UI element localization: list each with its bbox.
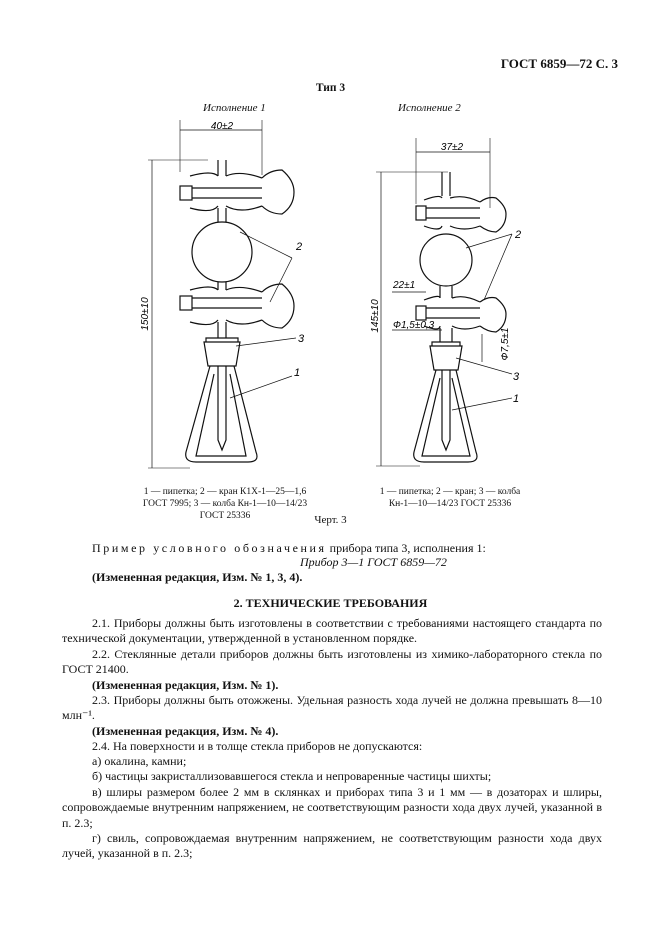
v1-caption-line-3: ГОСТ 25336 xyxy=(199,511,251,521)
amendment-1: (Измененная редакция, Изм. № 1). xyxy=(92,678,279,692)
v2-callout-2: 2 xyxy=(515,229,522,241)
v1-height-dim: 150±10 xyxy=(140,297,151,331)
v1-caption-line-2: ГОСТ 7995; 3 — колба Кн-1—10—14/23 xyxy=(142,499,308,509)
section-title: 2. ТЕХНИЧЕСКИЕ ТРЕБОВАНИЯ xyxy=(233,596,428,610)
para-2-4: 2.4. На поверхности и в толще стекла приборов не допускаются: xyxy=(92,739,423,753)
amendment-4: (Измененная редакция, Изм. № 4). xyxy=(92,724,279,738)
v1-callout-2: 2 xyxy=(296,241,303,253)
v1-width-dim: 40±2 xyxy=(210,121,234,132)
v2-caption-line-1: 1 — пипетка; 2 — кран; 3 — колба xyxy=(379,487,521,497)
example-amendment: (Измененная редакция, Изм. № 1, 3, 4). xyxy=(92,570,303,584)
item-a: а) окалина, камни; xyxy=(92,754,187,768)
v1-callout-1: 1 xyxy=(294,367,301,379)
variant2-title: Исполнение 2 xyxy=(398,102,461,114)
page-header: ГОСТ 6859—72 С. 3 xyxy=(500,56,618,71)
variant2-drawing xyxy=(362,130,542,475)
v2-height-dim: 145±10 xyxy=(370,299,381,333)
v1-caption-line-1: 1 — пипетка; 2 — кран К1Х-1—25—1,6 xyxy=(143,487,307,497)
variant1-drawing xyxy=(140,112,340,480)
para-2-2: 2.2. Стеклянные детали приборов должны быть изготовлены из химико-лабораторного стекла по ГОСТ 21400. xyxy=(62,647,602,677)
example-lead: Пример условного обозначения xyxy=(92,541,327,555)
figure-label: Черт. 3 xyxy=(314,514,347,526)
example-line xyxy=(92,541,486,556)
para-2-3: 2.3. Приборы должны быть отожжены. Удельная разность хода лучей не должна превышать 8—10 млн⁻¹. xyxy=(62,693,602,723)
example-rest: прибора типа 3, исполнения 1: xyxy=(326,541,486,555)
v2-dim-d15: Ф1,5±0,3 xyxy=(393,320,435,331)
item-g: г) свиль, сопровождаемая внутренним напряжением, не соответствующим разности хода двух лучей, указанной в п. 2.3; xyxy=(62,831,602,861)
variant1-title: Исполнение 1 xyxy=(203,102,266,114)
v2-callout-1: 1 xyxy=(513,393,520,405)
v2-dim-d75: Ф7,5±1 xyxy=(500,327,511,361)
v2-width-dim: 37±2 xyxy=(440,142,464,153)
example-designation: Прибор 3—1 ГОСТ 6859—72 xyxy=(300,555,447,569)
v2-dim-22: 22±1 xyxy=(393,280,416,291)
v1-callout-3: 3 xyxy=(298,333,305,345)
v2-callout-3: 3 xyxy=(513,371,520,383)
variant2-caption xyxy=(362,486,538,510)
v2-caption-line-2: Кн-1—10—14/23 ГОСТ 25336 xyxy=(388,499,512,509)
item-b: б) частицы закристаллизовавшегося стекла и непроваренные частицы шихты; xyxy=(92,769,492,783)
para-2-1: 2.1. Приборы должны быть изготовлены в соответствии с требованиями настоящего стандарта по технической документации, утвержденной в установленном порядке. xyxy=(62,616,602,646)
figure-type-title: Тип 3 xyxy=(315,82,346,94)
item-v: в) шлиры размером более 2 мм в склянках и приборах типа 3 и 1 мм — в дозаторах и шлиры, сопровождаемые внутренним напряжением, не соответствующим разности хода двух лучей, указанной в п. 2.3; xyxy=(62,785,602,830)
